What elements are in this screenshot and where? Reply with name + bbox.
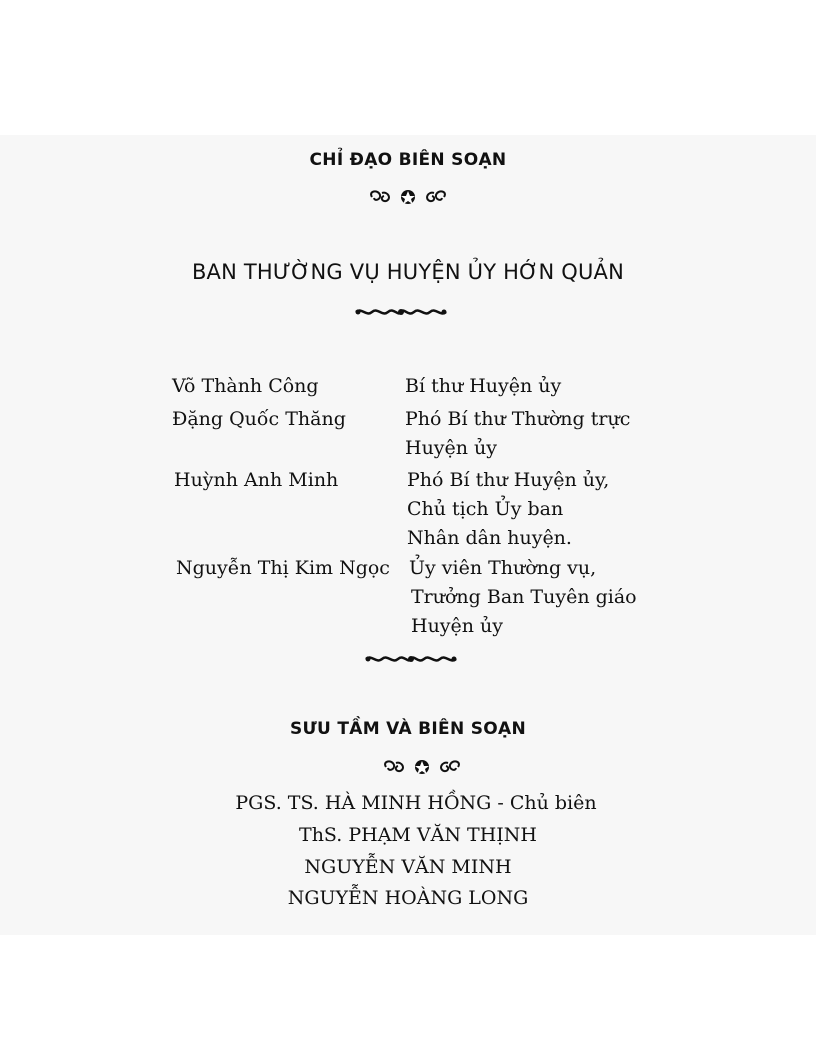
member-role-line: Chủ tịch Ủy ban: [407, 498, 564, 520]
member-name: Võ Thành Công: [172, 375, 319, 397]
author-line: ThS. PHẠM VĂN THỊNH: [299, 824, 537, 846]
divider-flourish-icon: [364, 652, 458, 666]
member-role-line: Phó Bí thư Thường trực: [405, 408, 631, 430]
author-line: NGUYỄN HOÀNG LONG: [287, 887, 529, 909]
heading-suu-tam: SƯU TẦM VÀ BIÊN SOẠN: [290, 719, 526, 739]
member-name: Đặng Quốc Thăng: [172, 408, 346, 430]
member-role-line: Huyện ủy: [411, 615, 504, 637]
member-role-line: Ủy viên Thường vụ,: [409, 557, 597, 579]
heading-chi-dao: CHỈ ĐẠO BIÊN SOẠN: [309, 150, 507, 170]
author-line: PGS. TS. HÀ MINH HỒNG - Chủ biên: [235, 792, 597, 814]
member-row: [0, 405, 816, 465]
member-name: Nguyễn Thị Kim Ngọc: [176, 557, 390, 579]
member-row: [0, 372, 816, 402]
member-role-line: Nhân dân huyện.: [407, 527, 572, 549]
member-role-line: Trưởng Ban Tuyên giáo: [411, 586, 637, 608]
member-row: [0, 554, 816, 642]
member-role-line: Phó Bí thư Huyện ủy,: [407, 469, 610, 491]
member-role-line: Bí thư Huyện ủy: [405, 375, 562, 397]
member-row: [0, 466, 816, 554]
flower-ornament-icon: [366, 187, 450, 207]
member-name: Huỳnh Anh Minh: [174, 469, 339, 491]
flower-ornament-icon: [380, 757, 464, 777]
member-role-line: Huyện ủy: [405, 437, 498, 459]
divider-flourish-icon: [354, 305, 448, 319]
author-line: NGUYỄN VĂN MINH: [304, 856, 512, 878]
heading-ban-thuong-vu: BAN THƯỜNG VỤ HUYỆN ỦY HỚN QUẢN: [191, 260, 625, 284]
